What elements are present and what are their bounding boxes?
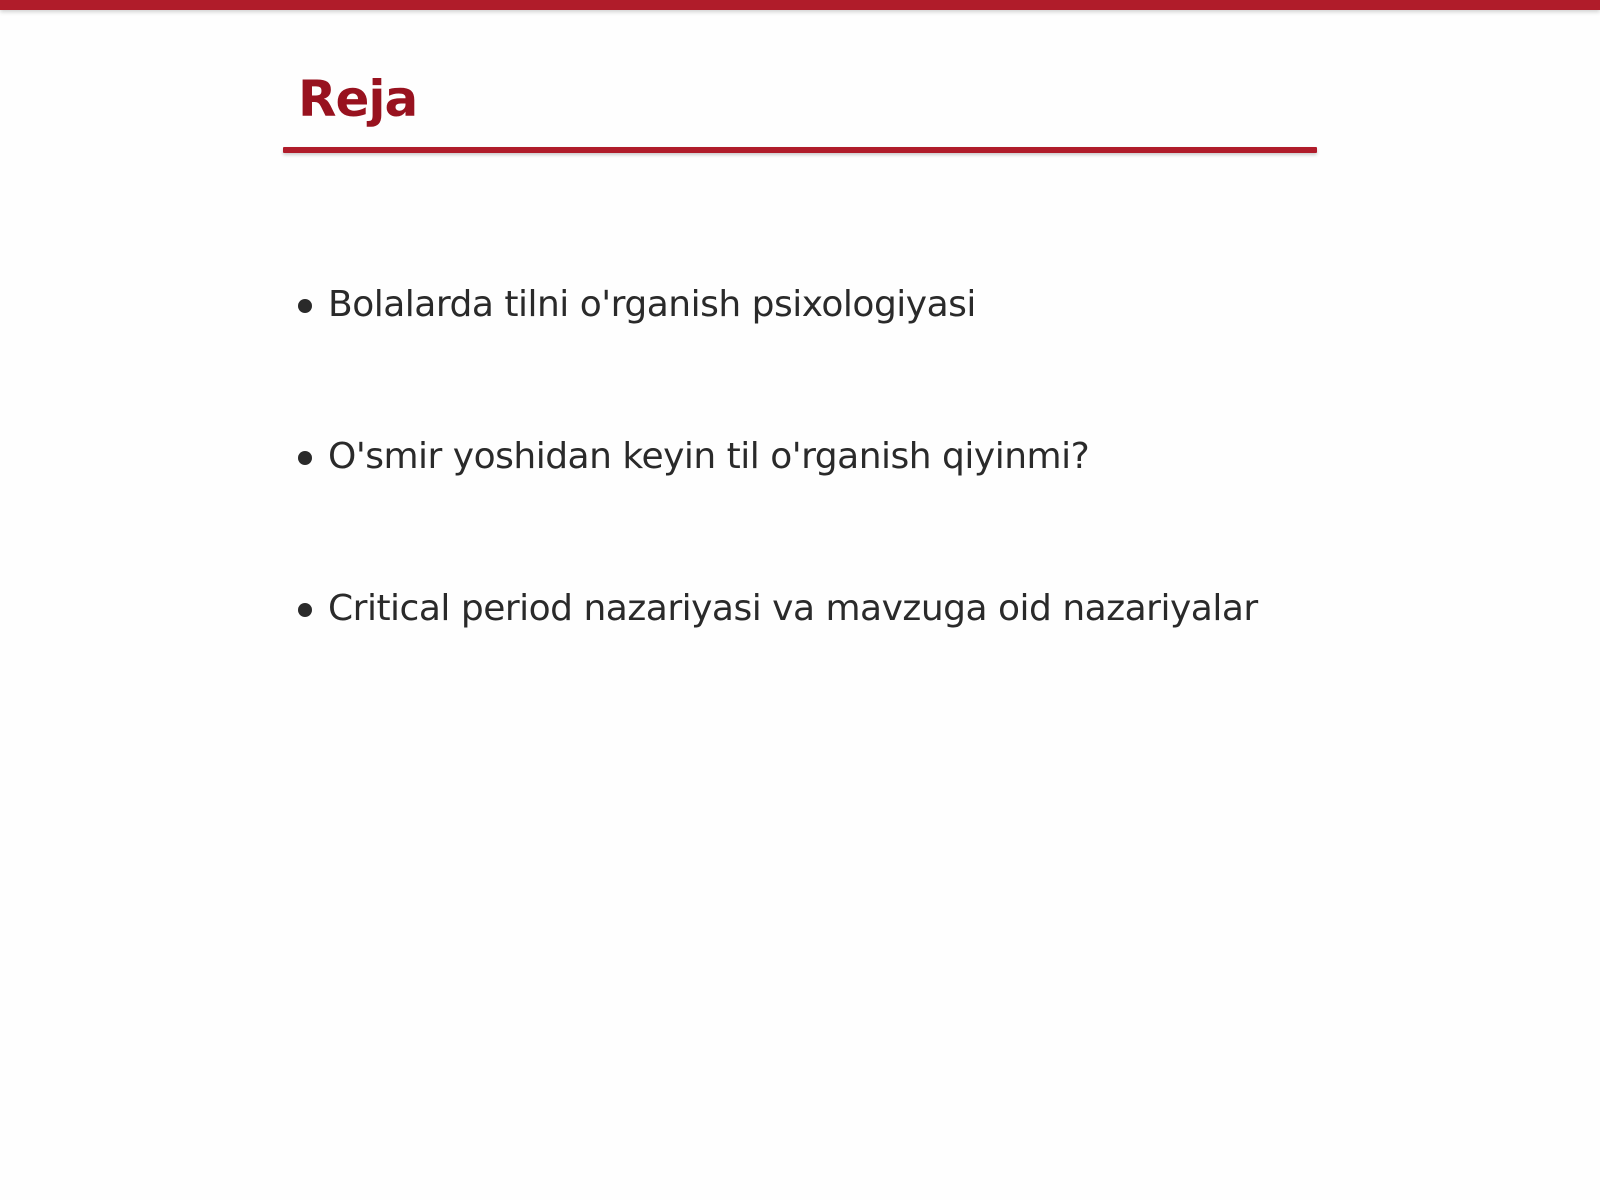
- bullet-text: Critical period nazariyasi va mavzuga oid nazariyalar: [328, 588, 1258, 629]
- title-underline: [283, 147, 1317, 153]
- bullet-icon: [298, 451, 312, 465]
- bullet-text: O'smir yoshidan keyin til o'rganish qiyinmi?: [328, 436, 1090, 477]
- list-item: [298, 275, 1298, 427]
- list-item: [298, 579, 1298, 731]
- slide-title: Reja: [298, 70, 418, 128]
- bullet-list: [298, 275, 1298, 731]
- top-accent-bar: [0, 0, 1600, 10]
- bullet-icon: [298, 603, 312, 617]
- list-item: [298, 427, 1298, 579]
- bullet-icon: [298, 299, 312, 313]
- bullet-text: Bolalarda tilni o'rganish psixologiyasi: [328, 284, 976, 325]
